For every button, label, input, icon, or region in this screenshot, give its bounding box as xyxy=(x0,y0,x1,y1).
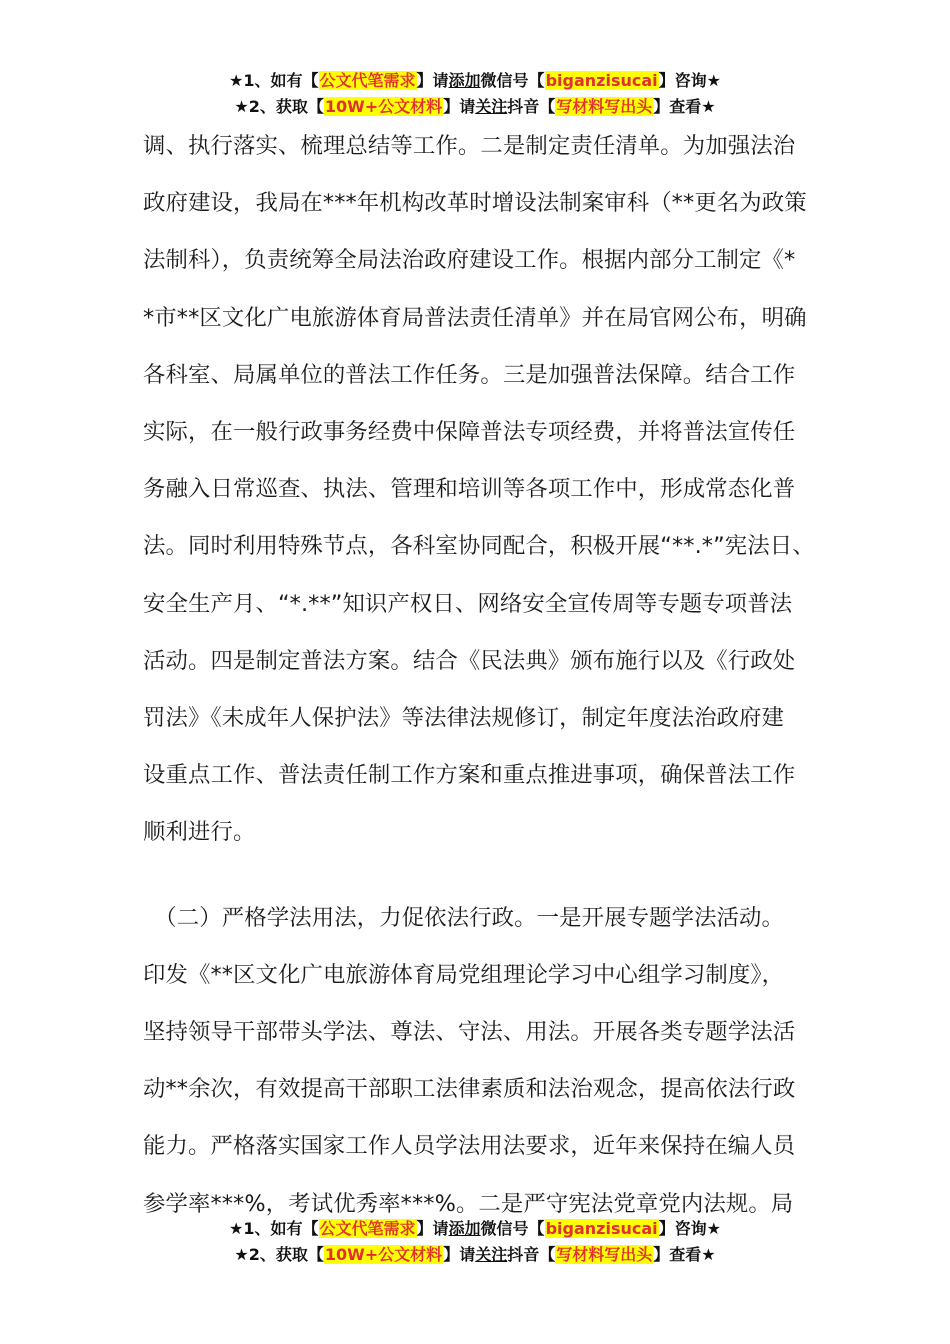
text-line: 动**余次，有效提高干部职工法律素质和法治观念，提高依法行政 xyxy=(143,1076,796,1103)
text-line: 法制科），负责统筹全局法治政府建设工作。根据内部分工制定《* xyxy=(143,247,796,274)
banner-line-2 xyxy=(0,94,950,120)
star-icon: ★ xyxy=(234,97,249,116)
banner-text: 】请 xyxy=(416,71,449,90)
underlined-text: 关注 xyxy=(475,1245,508,1264)
highlight-service: 公文代笔需求 xyxy=(319,1219,416,1238)
text-line: 罚法》《未成年人保护法》等法律法规修订，制定年度法治政府建 xyxy=(143,705,785,732)
paragraph-2 xyxy=(143,890,823,1233)
banner-text: 】查看★ xyxy=(653,97,716,116)
text-line: 活动。四是制定普法方案。结合《民法典》颁布施行以及《行政处 xyxy=(143,647,796,674)
banner-text: 1、如有【 xyxy=(243,1219,319,1238)
text-line: （二）严格学法用法，力促依法行政。一是开展专题学法活动。 xyxy=(143,904,785,931)
header-banner xyxy=(0,68,950,120)
text-line: 安全生产月、“*.**”知识产权日、网络安全宣传周等专题专项普法 xyxy=(143,590,793,617)
text-line: 能力。严格落实国家工作人员学法用法要求，近年来保持在编人员 xyxy=(143,1133,796,1160)
highlight-materials: 10W+公文材料 xyxy=(324,97,443,116)
highlight-wechat-id: biganzisucai xyxy=(545,1219,658,1238)
text-line: 政府建设，我局在***年机构改革时增设法制案审科（**更名为政策 xyxy=(143,190,807,217)
banner-text: 2、获取【 xyxy=(248,97,324,116)
banner-text: 】咨询★ xyxy=(658,1219,721,1238)
banner-text: 1、如有【 xyxy=(243,71,319,90)
document-body xyxy=(143,118,823,1233)
banner-text: 】咨询★ xyxy=(658,71,721,90)
banner-text: 】请 xyxy=(443,97,476,116)
footer-banner xyxy=(0,1216,950,1268)
text-line: 顺利进行。 xyxy=(143,819,256,846)
highlight-materials: 10W+公文材料 xyxy=(324,1245,443,1264)
banner-text: 抖音【 xyxy=(507,97,556,116)
highlight-douyin: 写材料写出头 xyxy=(556,1245,653,1264)
star-icon: ★ xyxy=(234,1245,249,1264)
star-icon: ★ xyxy=(229,71,244,90)
text-line: 实际，在一般行政事务经费中保障普法专项经费，并将普法宣传任 xyxy=(143,419,796,446)
banner-line-2 xyxy=(0,1242,950,1268)
banner-text: 】请 xyxy=(416,1219,449,1238)
banner-text: 微信号【 xyxy=(480,71,545,90)
banner-line-1 xyxy=(0,68,950,94)
banner-text: 】请 xyxy=(443,1245,476,1264)
text-line: 印发《**区文化广电旅游体育局党组理论学习中心组学习制度》， xyxy=(143,961,785,988)
text-line: 法。同时利用特殊节点，各科室协同配合，积极开展“**.*”宪法日、 xyxy=(143,533,815,560)
star-icon: ★ xyxy=(229,1219,244,1238)
underlined-text: 关注 xyxy=(475,97,508,116)
underlined-text: 添加 xyxy=(448,1219,481,1238)
banner-text: 2、获取【 xyxy=(248,1245,324,1264)
text-line: 务融入日常巡查、执法、管理和培训等各项工作中，形成常态化普 xyxy=(143,476,796,503)
highlight-douyin: 写材料写出头 xyxy=(556,97,653,116)
text-line: *市**区文化广电旅游体育局普法责任清单》并在局官网公布，明确 xyxy=(143,304,807,331)
text-line: 调、执行落实、梳理总结等工作。二是制定责任清单。为加强法治 xyxy=(143,133,796,159)
banner-line-1 xyxy=(0,1216,950,1242)
text-line: 参学率***%，考试优秀率***%。二是严守宪法党章党内法规。局 xyxy=(143,1190,794,1217)
banner-text: 】查看★ xyxy=(653,1245,716,1264)
text-line: 各科室、局属单位的普法工作任务。三是加强普法保障。结合工作 xyxy=(143,361,796,388)
banner-text: 抖音【 xyxy=(507,1245,556,1264)
text-line: 坚持领导干部带头学法、尊法、守法、用法。开展各类专题学法活 xyxy=(143,1019,796,1046)
underlined-text: 添加 xyxy=(448,71,481,90)
text-line: 设重点工作、普法责任制工作方案和重点推进事项，确保普法工作 xyxy=(143,762,796,789)
highlight-wechat-id: biganzisucai xyxy=(545,71,658,90)
banner-text: 微信号【 xyxy=(480,1219,545,1238)
highlight-service: 公文代笔需求 xyxy=(319,71,416,90)
paragraph-1 xyxy=(143,118,823,862)
